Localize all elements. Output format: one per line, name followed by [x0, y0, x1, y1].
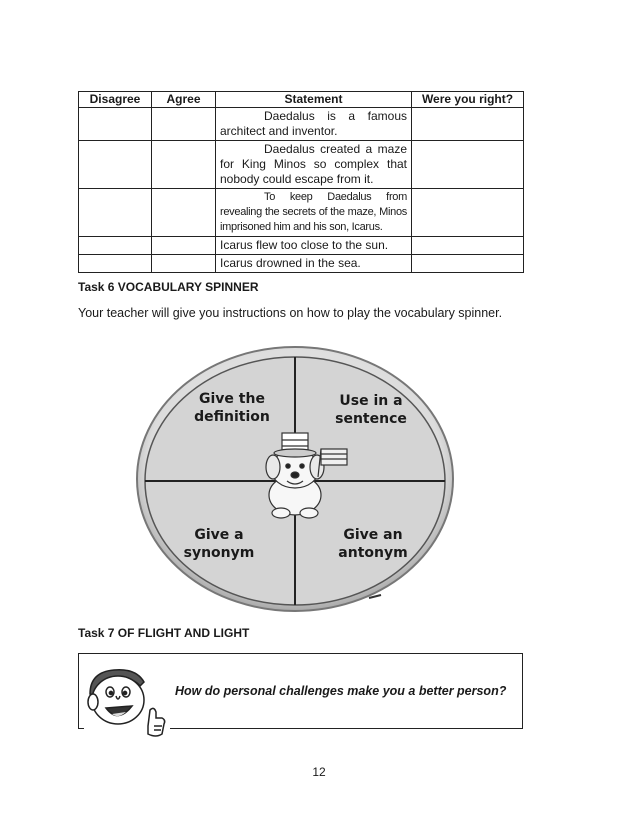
table-header-row [79, 92, 524, 108]
header-statement: Statement [216, 92, 412, 108]
quadrant-use-in-sentence-line1: Use in a [339, 393, 403, 409]
task6-heading: Task 6 VOCABULARY SPINNER [78, 280, 259, 294]
header-were-you-right: Were you right? [412, 92, 524, 108]
table-row [79, 189, 524, 237]
vocabulary-spinner[interactable] [135, 345, 465, 613]
disagree-cell[interactable] [79, 141, 152, 189]
agree-cell[interactable] [152, 255, 216, 273]
quadrant-give-definition-line1: Give the [199, 391, 265, 407]
statement-cell: Daedalus is a famous architect and inventor. [216, 108, 412, 141]
page-number: 12 [312, 765, 326, 779]
table-row [79, 237, 524, 255]
header-agree: Agree [152, 92, 216, 108]
agree-cell[interactable] [152, 189, 216, 237]
reflection-question: How do personal challenges make you a better person? [175, 684, 507, 698]
agree-disagree-table [78, 91, 524, 273]
agree-cell[interactable] [152, 237, 216, 255]
quadrant-give-synonym-line2: synonym [183, 545, 255, 561]
quadrant-give-antonym-line1: Give an [343, 527, 403, 543]
disagree-cell[interactable] [79, 189, 152, 237]
statement-cell: To keep Daedalus from revealing the secrets of the maze, Minos imprisoned him and his son, Icarus. [216, 189, 412, 237]
statement-cell: Daedalus created a maze for King Minos so complex that nobody could escape from it. [216, 141, 412, 189]
quadrant-give-antonym-line2: antonym [338, 545, 408, 561]
statement-cell: Icarus drowned in the sea. [216, 255, 412, 273]
table-row [79, 255, 524, 273]
task6-instruction: Your teacher will give you instructions on how to play the vocabulary spinner. [78, 306, 503, 320]
agree-cell[interactable] [152, 108, 216, 141]
statement-cell: Icarus flew too close to the sun. [216, 237, 412, 255]
disagree-cell[interactable] [79, 255, 152, 273]
were-you-right-cell[interactable] [412, 108, 524, 141]
disagree-cell[interactable] [79, 237, 152, 255]
were-you-right-cell[interactable] [412, 255, 524, 273]
quadrant-give-synonym-line1: Give a [194, 527, 244, 543]
thinking-boy-thumbs-up-icon [84, 664, 172, 740]
disagree-cell[interactable] [79, 108, 152, 141]
table-row [79, 108, 524, 141]
task7-heading: Task 7 OF FLIGHT AND LIGHT [78, 626, 250, 640]
table-row [79, 141, 524, 189]
were-you-right-cell[interactable] [412, 237, 524, 255]
quadrant-give-definition-line2: definition [194, 409, 270, 425]
were-you-right-cell[interactable] [412, 141, 524, 189]
quadrant-use-in-sentence-line2: sentence [335, 411, 407, 427]
were-you-right-cell[interactable] [412, 189, 524, 237]
agree-cell[interactable] [152, 141, 216, 189]
header-disagree: Disagree [79, 92, 152, 108]
